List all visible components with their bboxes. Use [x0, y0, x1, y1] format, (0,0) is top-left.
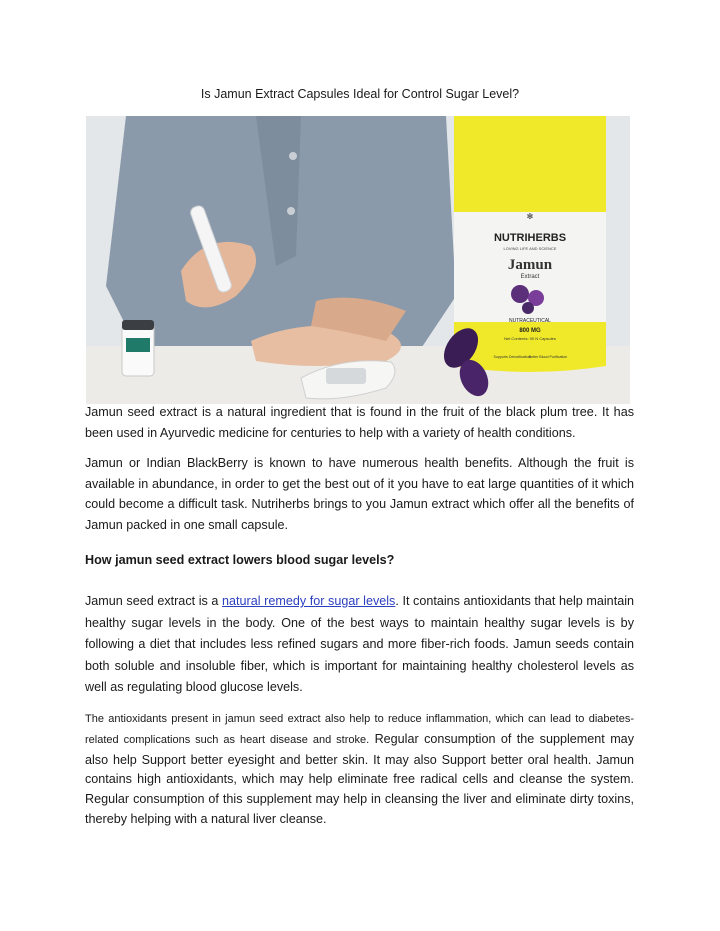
label-contents: Net Contents: 90 N Capsules	[504, 336, 556, 341]
bottle-logo-icon: ✻	[526, 212, 534, 221]
supplement-bottle	[454, 116, 606, 372]
label-subtitle: Extract	[520, 274, 540, 280]
paragraph-remedy-start: Jamun seed extract is a	[85, 594, 223, 608]
paragraph-remedy-end: . It contains antioxidants that help maintain healthy sugar levels in the body. One of the best ways to maintain healthy sugar levels is by following a diet that includes less refined sugars and more fiber-rich foods. Jamun seeds contain both soluble and insoluble fiber, which is important for maintaining healthy cholesterol levels as well as regulating blood glucose levels.	[85, 594, 634, 694]
natural-remedy-link[interactable]: natural remedy for sugar levels	[222, 594, 396, 608]
section-heading: How jamun seed extract lowers blood sugar levels?	[85, 553, 395, 567]
hero-illustration	[86, 116, 630, 404]
label-dose: 800 MG	[519, 328, 541, 334]
label-benefit-2: Better Blood Purification	[528, 355, 568, 359]
paragraph-antioxidants-start: The antioxidants present in jamun seed extract also help to reduce inflammation, which can lead to diabetes-related complications such as heart disease and stroke.	[85, 713, 634, 746]
paragraph-remedy	[85, 591, 634, 699]
paragraph-antioxidants-end: Regular consumption of the supplement may also help Support better eyesight and better skin. It may also Support better oral health. Jamun contains high antioxidants, which may help eliminate free radical cells and cleanse the system. Regular consumption of this supplement may help in cleansing the liver and eliminate dirty toxins, thereby helping with a natural liver cleanse.	[85, 731, 634, 826]
label-tagline: LOVING LIFE AND SCIENCE	[503, 246, 557, 251]
paragraph-antioxidants	[85, 709, 634, 830]
hero-image	[86, 116, 630, 404]
label-benefit-1: Supports Detoxification	[493, 355, 531, 359]
label-brand: NUTRIHERBS	[493, 232, 567, 244]
label-product: Jamun	[507, 257, 553, 273]
document-title: Is Jamun Extract Capsules Ideal for Control Sugar Level?	[200, 87, 520, 101]
paragraph-intro: Jamun seed extract is a natural ingredient that is found in the fruit of the black plum tree. It has been used in Ayurvedic medicine for centuries to help with a variety of health conditions.	[85, 405, 634, 440]
label-category: NUTRACEUTICAL	[509, 318, 551, 324]
paragraph-benefits: Jamun or Indian BlackBerry is known to have numerous health benefits. Although the fruit is available in abundance, in order to get the best out of it you have to eat large quantities of it which could become a difficult task. Nutriherbs brings to you Jamun extract which offer all the benefits of Jamun packed in one small capsule.	[85, 456, 634, 532]
